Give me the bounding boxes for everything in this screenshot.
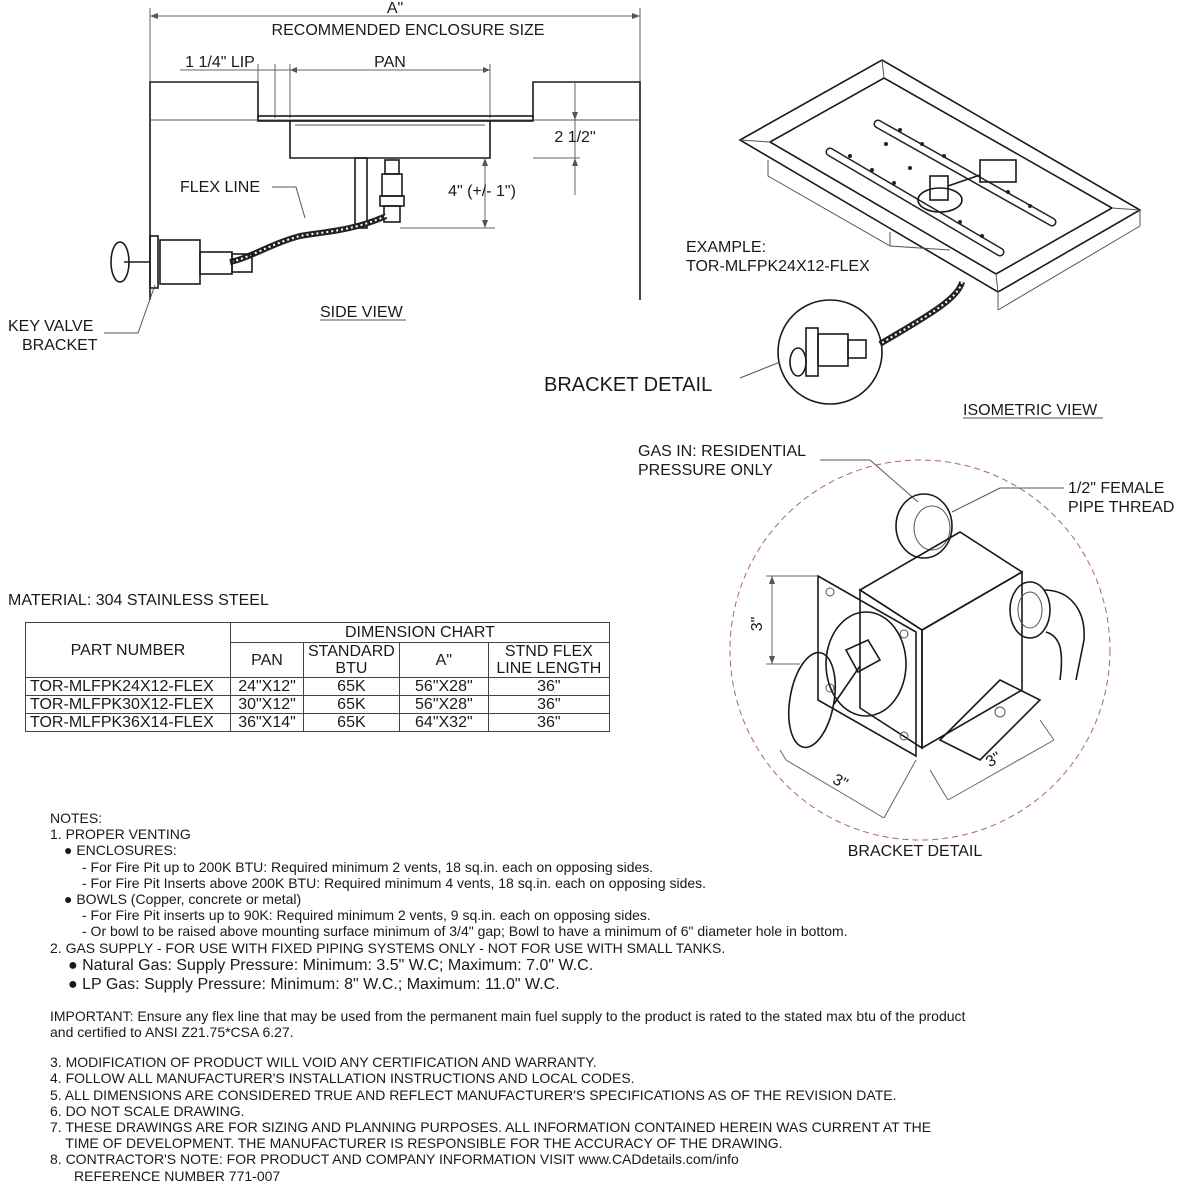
- cell-pan: 24"X12": [231, 678, 304, 696]
- note-2: 2. GAS SUPPLY - FOR USE WITH FIXED PIPING SYSTEMS ONLY - NOT FOR USE WITH SMALL TANKS.: [50, 939, 726, 956]
- col-flex: [488, 643, 609, 678]
- isometric-view-title: ISOMETRIC VIEW: [963, 402, 1098, 419]
- col-flex-line2: LINE LENGTH: [496, 660, 602, 677]
- notes-block: [50, 810, 1170, 1184]
- important-note-line-2: and certified to ANSI Z21.75*CSA 6.27.: [50, 1024, 294, 1041]
- cell-btu: 65K: [304, 714, 400, 732]
- dimension-chart-title: DIMENSION CHART: [231, 623, 610, 643]
- col-flex-line1: STND FLEX: [504, 643, 593, 660]
- thread-label-2: PIPE THREAD: [1068, 499, 1175, 516]
- flex-line-label: FLEX LINE: [180, 179, 261, 196]
- note-1-bowls-b: - Or bowl to be raised above mounting surface minimum of 3/4" gap; Bowl to have a minimum of 6" diameter hole in bottom.: [82, 923, 848, 940]
- note-3: 3. MODIFICATION OF PRODUCT WILL VOID ANY CERTIFICATION AND WARRANTY.: [50, 1054, 597, 1071]
- gas-in-label-1: GAS IN: RESIDENTIAL: [638, 443, 807, 460]
- cell-flex: 36": [488, 696, 609, 714]
- bracket-detail-title: BRACKET DETAIL: [847, 843, 983, 860]
- note-1-bowls: ● BOWLS (Copper, concrete or metal): [64, 891, 302, 908]
- side-view: [8, 0, 640, 354]
- important-note-line-1: IMPORTANT: Ensure any flex line that may be used from the permanent main fuel supply to the product is rated to the stated max btu of the product: [50, 1007, 966, 1024]
- thread-label-1: 1/2" FEMALE: [1068, 480, 1165, 497]
- cell-btu: 65K: [304, 678, 400, 696]
- table-row: [26, 696, 610, 714]
- bracket-detail: [638, 443, 1174, 860]
- table-row: [26, 678, 610, 696]
- example-part-label: TOR-MLFPK24X12-FLEX: [686, 258, 870, 275]
- drop-dimension-label: 4" (+/- 1"): [448, 183, 516, 200]
- col-pan: PAN: [231, 643, 304, 678]
- left-dim-label: 3": [829, 771, 851, 793]
- note-1-enclosures: ● ENCLOSURES:: [64, 842, 177, 859]
- note-8: 8. CONTRACTOR'S NOTE: FOR PRODUCT AND COMPANY INFORMATION VISIT www.CADdetails.com/info: [50, 1151, 739, 1168]
- note-4: 4. FOLLOW ALL MANUFACTURER'S INSTALLATION INSTRUCTIONS AND LOCAL CODES.: [50, 1070, 635, 1087]
- material-label: MATERIAL: 304 STAINLESS STEEL: [8, 592, 269, 609]
- key-valve-label-1: KEY VALVE: [8, 318, 94, 335]
- note-6: 6. DO NOT SCALE DRAWING.: [50, 1102, 245, 1119]
- height-dimension-label: 2 1/2": [554, 129, 596, 146]
- enclosure-size-label: RECOMMENDED ENCLOSURE SIZE: [271, 22, 545, 39]
- note-1-bowls-a: - For Fire Pit inserts up to 90K: Required minimum 2 vents, 9 sq.in. each on opposing sides.: [82, 907, 651, 924]
- isometric-view: [544, 60, 1140, 419]
- pan-dimension-label: PAN: [374, 54, 406, 71]
- gas-in-label-2: PRESSURE ONLY: [638, 462, 773, 479]
- note-7-line-2: TIME OF DEVELOPMENT. THE MANUFACTURER IS RESPONSIBLE FOR THE ACCURACY OF THE DRAWING.: [50, 1135, 783, 1152]
- note-1-enclosures-b: - For Fire Pit Inserts above 200K BTU: Required minimum 4 vents, 18 sq.in. each on opposing sides.: [82, 874, 707, 891]
- cell-part: TOR-MLFPK36X14-FLEX: [26, 714, 231, 732]
- note-1-enclosures-a: - For Fire Pit up to 200K BTU: Required minimum 2 vents, 18 sq.in. each on opposing sides.: [82, 858, 654, 875]
- col-btu: [304, 643, 400, 678]
- note-2-natural-gas: ● Natural Gas: Supply Pressure: Minimum: 3.5" W.C; Maximum: 7.0" W.C.: [68, 956, 594, 974]
- cell-part: TOR-MLFPK30X12-FLEX: [26, 696, 231, 714]
- key-valve-label-2: BRACKET: [22, 337, 98, 354]
- cell-a: 56"X28": [399, 696, 488, 714]
- reference-number: REFERENCE NUMBER 771-007: [74, 1167, 281, 1184]
- table-header-row: [26, 623, 610, 643]
- cell-btu: 65K: [304, 696, 400, 714]
- cell-flex: 36": [488, 714, 609, 732]
- col-btu-line1: STANDARD: [308, 643, 395, 660]
- cell-pan: 36"X14": [231, 714, 304, 732]
- col-part-number: PART NUMBER: [26, 623, 231, 678]
- lip-dimension-label: 1 1/4" LIP: [185, 54, 255, 71]
- cell-pan: 30"X12": [231, 696, 304, 714]
- bracket-detail-callout: BRACKET DETAIL: [544, 374, 713, 396]
- cell-part: TOR-MLFPK24X12-FLEX: [26, 678, 231, 696]
- note-1: 1. PROPER VENTING: [50, 826, 191, 843]
- cell-flex: 36": [488, 678, 609, 696]
- note-7-line-1: 7. THESE DRAWINGS ARE FOR SIZING AND PLANNING PURPOSES. ALL INFORMATION CONTAINED HEREIN WAS CURRENT AT THE: [50, 1119, 932, 1136]
- col-btu-line2: BTU: [335, 660, 368, 677]
- right-dim-label: 3": [983, 749, 1005, 772]
- a-dimension-label: A": [386, 0, 404, 17]
- vertical-dim-label: 3": [749, 616, 766, 632]
- example-label: EXAMPLE:: [686, 239, 767, 256]
- side-view-title: SIDE VIEW: [320, 304, 403, 321]
- table-row: [26, 714, 610, 732]
- dimension-chart: [25, 622, 610, 732]
- cell-a: 56"X28": [399, 678, 488, 696]
- note-2-lp-gas: ● LP Gas: Supply Pressure: Minimum: 8" W.C.; Maximum: 11.0" W.C.: [68, 975, 560, 993]
- note-5: 5. ALL DIMENSIONS ARE CONSIDERED TRUE AND REFLECT MANUFACTURER'S SPECIFICATIONS AS OF THE REVISION DATE.: [50, 1086, 897, 1103]
- cell-a: 64"X32": [399, 714, 488, 732]
- col-a: A": [399, 643, 488, 678]
- notes-heading: NOTES:: [50, 810, 103, 826]
